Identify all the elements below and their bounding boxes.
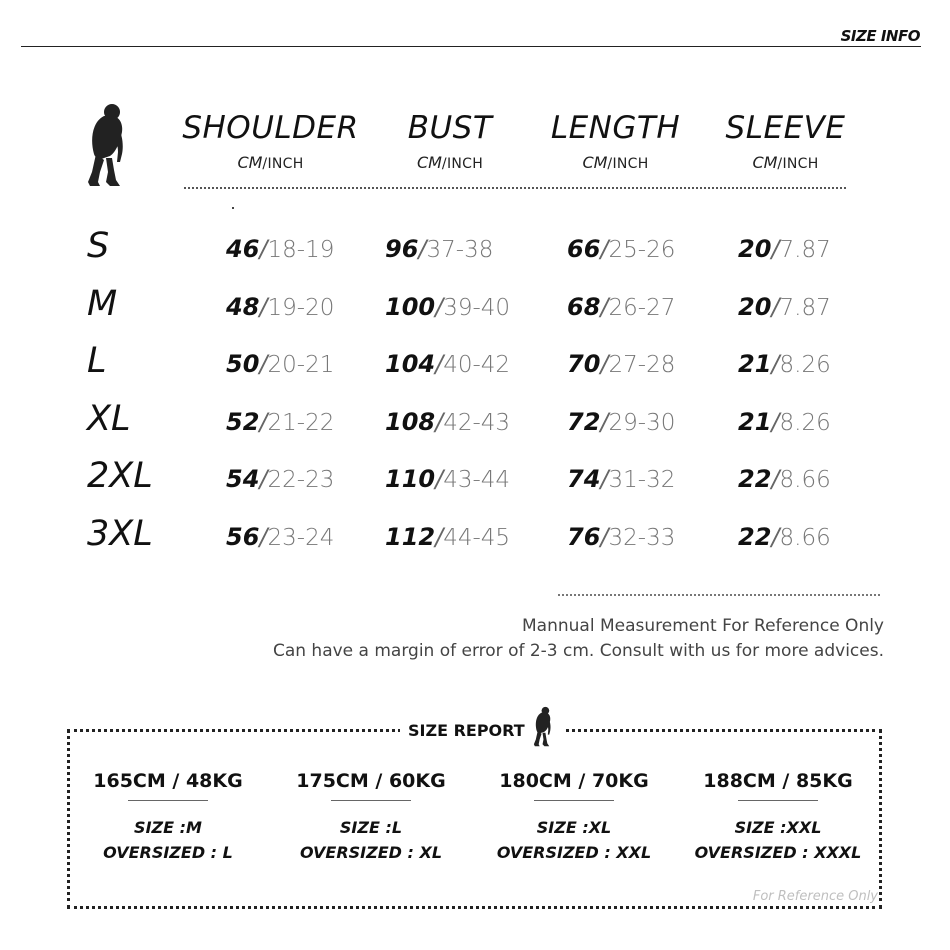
size-cell-cm: 50 bbox=[226, 350, 260, 378]
column-header-bust: BUST bbox=[407, 110, 493, 146]
size-report-title: SIZE REPORT bbox=[408, 720, 525, 740]
report-entry-divider bbox=[534, 800, 614, 801]
size-cell bbox=[226, 465, 334, 493]
size-cell bbox=[226, 408, 334, 436]
column-unit-length: CM/INCH bbox=[582, 153, 649, 172]
size-cell-separator: / bbox=[600, 465, 609, 493]
size-cell-inch: 42-43 bbox=[443, 410, 511, 436]
size-cell-inch: 18-19 bbox=[267, 237, 335, 263]
ape-figure-small-icon bbox=[531, 703, 555, 755]
note-dotted-divider bbox=[558, 594, 880, 596]
stray-dot bbox=[232, 207, 234, 209]
size-cell-separator: / bbox=[600, 235, 609, 263]
size-cell bbox=[385, 523, 510, 551]
size-cell-separator: / bbox=[259, 293, 268, 321]
size-cell-cm: 56 bbox=[226, 523, 260, 551]
report-entry-divider bbox=[738, 800, 818, 801]
size-cell-inch: 7.87 bbox=[779, 237, 831, 263]
size-cell-inch: 25-26 bbox=[608, 237, 676, 263]
size-cell bbox=[385, 465, 510, 493]
report-entry bbox=[271, 770, 471, 865]
size-cell-separator: / bbox=[435, 465, 444, 493]
size-cell-cm: 52 bbox=[226, 408, 260, 436]
size-cell bbox=[226, 293, 334, 321]
size-cell-separator: / bbox=[771, 235, 780, 263]
size-cell-cm: 20 bbox=[738, 235, 772, 263]
size-cell-separator: / bbox=[435, 523, 444, 551]
column-header-sleeve: SLEEVE bbox=[725, 110, 846, 146]
report-size: SIZE :M bbox=[134, 818, 202, 837]
size-report-header bbox=[400, 711, 563, 747]
size-cell-cm: 110 bbox=[385, 465, 436, 493]
size-cell-cm: 22 bbox=[738, 465, 772, 493]
size-cell-cm: 72 bbox=[567, 408, 601, 436]
size-cell-cm: 108 bbox=[385, 408, 436, 436]
size-cell bbox=[226, 523, 334, 551]
report-oversized: OVERSIZED : L bbox=[103, 843, 233, 862]
size-cell-cm: 100 bbox=[385, 293, 436, 321]
size-cell-inch: 20-21 bbox=[267, 352, 335, 378]
column-unit-sleeve: CM/INCH bbox=[752, 153, 819, 172]
size-cell-separator: / bbox=[259, 465, 268, 493]
size-cell bbox=[738, 408, 831, 436]
page-title: SIZE INFO bbox=[840, 27, 920, 45]
size-cell-cm: 66 bbox=[567, 235, 601, 263]
size-cell-separator: / bbox=[600, 350, 609, 378]
size-cell-separator: / bbox=[435, 293, 444, 321]
size-cell-inch: 23-24 bbox=[267, 525, 335, 551]
note-line-1: Mannual Measurement For Reference Only bbox=[522, 616, 884, 636]
size-cell-cm: 112 bbox=[385, 523, 436, 551]
size-cell-inch: 8.26 bbox=[779, 410, 831, 436]
report-oversized: OVERSIZED : XXXL bbox=[694, 843, 862, 862]
size-cell-cm: 22 bbox=[738, 523, 772, 551]
size-cell bbox=[567, 350, 675, 378]
report-entry bbox=[474, 770, 674, 865]
size-cell-separator: / bbox=[259, 235, 268, 263]
size-cell-separator: / bbox=[771, 293, 780, 321]
note-line-2: Can have a margin of error of 2-3 cm. Consult with us for more advices. bbox=[272, 641, 884, 661]
size-cell-separator: / bbox=[600, 523, 609, 551]
column-unit-bust: CM/INCH bbox=[416, 153, 484, 172]
size-cell-inch: 37-38 bbox=[426, 237, 494, 263]
size-cell-separator: / bbox=[259, 350, 268, 378]
report-size: SIZE :L bbox=[339, 818, 403, 837]
size-cell bbox=[567, 293, 675, 321]
size-cell-separator: / bbox=[600, 408, 609, 436]
ape-figure-icon bbox=[82, 102, 132, 190]
size-cell-inch: 32-33 bbox=[608, 525, 676, 551]
size-cell-inch: 27-28 bbox=[608, 352, 676, 378]
size-cell-inch: 21-22 bbox=[267, 410, 335, 436]
size-cell-cm: 46 bbox=[226, 235, 260, 263]
size-cell bbox=[738, 350, 831, 378]
size-cell-cm: 21 bbox=[738, 408, 772, 436]
size-cell-cm: 68 bbox=[567, 293, 601, 321]
size-cell bbox=[226, 235, 334, 263]
report-body-measure: 175CM / 60KG bbox=[296, 770, 446, 792]
size-cell-inch: 26-27 bbox=[608, 295, 676, 321]
report-entry bbox=[68, 770, 268, 865]
report-body-measure: 165CM / 48KG bbox=[93, 770, 243, 792]
header-dotted-divider bbox=[184, 187, 846, 189]
size-cell bbox=[738, 465, 831, 493]
size-cell-cm: 104 bbox=[385, 350, 436, 378]
size-cell-cm: 21 bbox=[738, 350, 772, 378]
report-size: SIZE :XXL bbox=[734, 818, 822, 837]
size-cell bbox=[567, 523, 675, 551]
size-cell-cm: 48 bbox=[226, 293, 260, 321]
size-cell-inch: 8.66 bbox=[779, 525, 831, 551]
size-cell bbox=[567, 408, 675, 436]
report-footnote: For Reference Only bbox=[752, 889, 878, 904]
size-cell-inch: 22-23 bbox=[267, 467, 335, 493]
size-row-label: S bbox=[87, 226, 110, 266]
report-oversized: OVERSIZED : XL bbox=[299, 843, 443, 862]
size-cell-separator: / bbox=[435, 408, 444, 436]
size-cell-inch: 29-30 bbox=[608, 410, 676, 436]
size-cell-separator: / bbox=[771, 350, 780, 378]
size-row-label: M bbox=[87, 284, 118, 324]
size-cell-separator: / bbox=[771, 523, 780, 551]
size-cell-cm: 74 bbox=[567, 465, 601, 493]
size-row-label: L bbox=[87, 341, 107, 381]
size-cell bbox=[738, 293, 831, 321]
size-cell bbox=[385, 293, 510, 321]
size-cell-separator: / bbox=[435, 350, 444, 378]
size-cell-inch: 19-20 bbox=[267, 295, 335, 321]
size-row-label: XL bbox=[87, 399, 131, 439]
column-header-shoulder: SHOULDER bbox=[182, 110, 359, 146]
size-cell-separator: / bbox=[259, 408, 268, 436]
size-cell-cm: 54 bbox=[226, 465, 260, 493]
size-cell-cm: 96 bbox=[385, 235, 419, 263]
size-cell bbox=[738, 235, 831, 263]
size-cell-separator: / bbox=[771, 408, 780, 436]
size-cell-cm: 76 bbox=[567, 523, 601, 551]
size-cell bbox=[738, 523, 831, 551]
size-cell bbox=[385, 350, 510, 378]
report-size: SIZE :XL bbox=[536, 818, 612, 837]
size-cell-separator: / bbox=[600, 293, 609, 321]
report-oversized: OVERSIZED : XXL bbox=[496, 843, 652, 862]
report-entry bbox=[678, 770, 878, 865]
column-unit-shoulder: CM/INCH bbox=[237, 153, 304, 172]
column-header-length: LENGTH bbox=[550, 110, 681, 146]
size-cell-inch: 39-40 bbox=[443, 295, 511, 321]
header-divider bbox=[21, 46, 921, 47]
report-entry-divider bbox=[128, 800, 208, 801]
size-cell-inch: 8.66 bbox=[779, 467, 831, 493]
size-cell-inch: 8.26 bbox=[779, 352, 831, 378]
size-cell-cm: 70 bbox=[567, 350, 601, 378]
size-cell-cm: 20 bbox=[738, 293, 772, 321]
size-cell bbox=[567, 235, 675, 263]
size-cell-separator: / bbox=[259, 523, 268, 551]
size-cell bbox=[226, 350, 334, 378]
size-cell bbox=[385, 408, 510, 436]
size-cell bbox=[567, 465, 675, 493]
size-cell-inch: 44-45 bbox=[443, 525, 511, 551]
report-body-measure: 180CM / 70KG bbox=[499, 770, 649, 792]
size-cell bbox=[385, 235, 493, 263]
size-cell-separator: / bbox=[418, 235, 427, 263]
size-cell-inch: 31-32 bbox=[608, 467, 676, 493]
report-entry-divider bbox=[331, 800, 411, 801]
size-row-label: 2XL bbox=[87, 456, 153, 496]
size-cell-inch: 40-42 bbox=[443, 352, 511, 378]
report-body-measure: 188CM / 85KG bbox=[703, 770, 853, 792]
size-cell-separator: / bbox=[771, 465, 780, 493]
size-row-label: 3XL bbox=[87, 514, 153, 554]
size-cell-inch: 43-44 bbox=[443, 467, 511, 493]
size-cell-inch: 7.87 bbox=[779, 295, 831, 321]
